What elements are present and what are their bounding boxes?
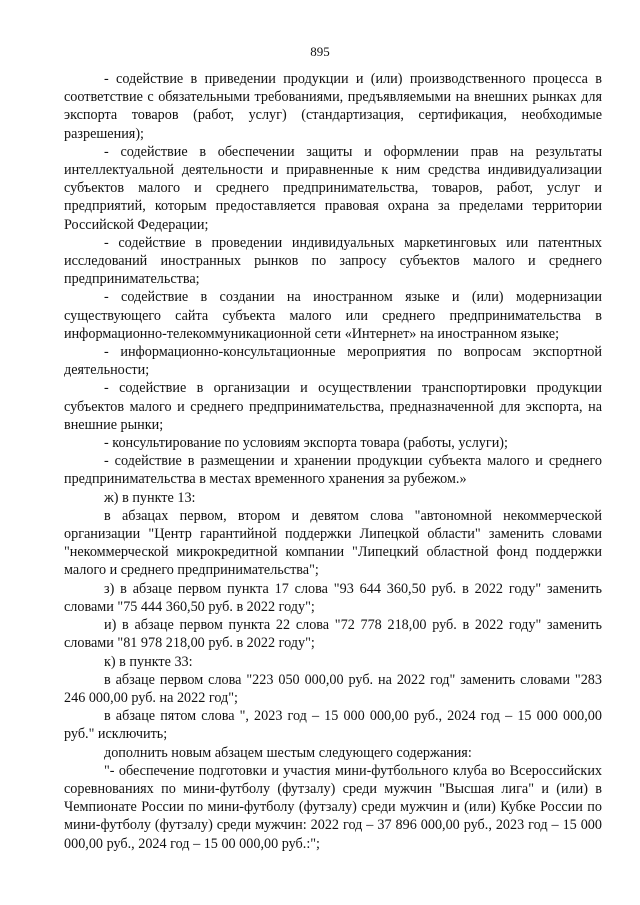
amendment-k-first: в абзаце первом слова "223 050 000,00 руб. на 2022 год" заменить словами "283 246 000,00 руб. на 2022 год"; xyxy=(64,671,602,706)
amendment-k-heading: к) в пункте 33: xyxy=(104,653,193,670)
amendment-i: и) в абзаце первом пункта 22 слова "72 778 218,00 руб. в 2022 году" заменить словами "81 978 218,00 руб. в 2022 году"; xyxy=(64,617,602,652)
list-item-storage: - содействие в размещении и хранении продукции субъекта малого и среднего предпринимательства в местах временного хранения за рубежом.» xyxy=(64,453,602,488)
document-body xyxy=(64,70,602,853)
list-item-market-research: - содействие в проведении индивидуальных маркетинговых или патентных исследований иностранных рынков по запросу субъектов малого и среднего предпринимательства; xyxy=(64,234,602,288)
amendment-zh-heading: ж) в пункте 13: xyxy=(104,489,196,506)
amendment-k-sixth: "- обеспечение подготовки и участия мини-футбольного клуба во Всероссийских соревнованиях по мини-футболу (футзалу) среди мужчин "Высшая лига" и (или) в Чемпионате России по мини-футболу (футзалу) среди мужчин и (или) Кубке России по мини-футболу (футзалу) среди мужчин: 2022 год – 37 896 000,00 руб., 2023 год – 15 000 000,00 руб., 2024 год – 15 00 000,00 руб.:"; xyxy=(64,762,602,852)
list-item-info-events: - информационно-консультационные мероприятия по вопросам экспортной деятельности; xyxy=(64,344,602,379)
list-item-certification: - содействие в приведении продукции и (или) производственного процесса в соответствие с обязательными требованиями, предъявляемыми на внешних рынках для экспорта товаров (работ, услуг) (стандартизация, сертификация, необходимые разрешения); xyxy=(64,71,602,142)
list-item-website: - содействие в создании на иностранном языке и (или) модернизации существующего сайта субъекта малого или среднего предпринимательства в информационно-телекоммуникационной сети «Интернет» на иностранном языке; xyxy=(64,289,602,342)
page-number: 895 xyxy=(310,44,330,59)
list-item-consulting: - консультирование по условиям экспорта товара (работы, услуги); xyxy=(104,435,508,452)
list-item-ip-protection: - содействие в обеспечении защиты и оформлении прав на результаты интеллектуальной деятельности и приравненные к ним средства индивидуализации субъектов малого и среднего предпринимательства, товаров, работ, услуг и предприятий, которым предоставляется правовая охрана за пределами территории Российской Федерации; xyxy=(64,143,602,233)
list-item-transport: - содействие в организации и осуществлении транспортировки продукции субъектов малого и среднего предпринимательства, предназначенной для экспорта, на внешние рынки; xyxy=(64,380,602,433)
amendment-z: з) в абзаце первом пункта 17 слова "93 644 360,50 руб. в 2022 году" заменить словами "75 444 360,50 руб. в 2022 году"; xyxy=(64,580,602,615)
amendment-k-fifth: в абзаце пятом слова ", 2023 год – 15 000 000,00 руб., 2024 год – 15 000 000,00 руб." исключить; xyxy=(64,708,602,743)
amendment-zh-text: в абзацах первом, втором и девятом слова "автономной некоммерческой организации "Центр гарантийной поддержки Липецкой области" заменить словами "некоммерческой микрокредитной компании "Липецкий областной фонд поддержки малого и среднего предпринимательства"; xyxy=(64,507,602,579)
amendment-k-add: дополнить новым абзацем шестым следующего содержания: xyxy=(104,744,472,761)
